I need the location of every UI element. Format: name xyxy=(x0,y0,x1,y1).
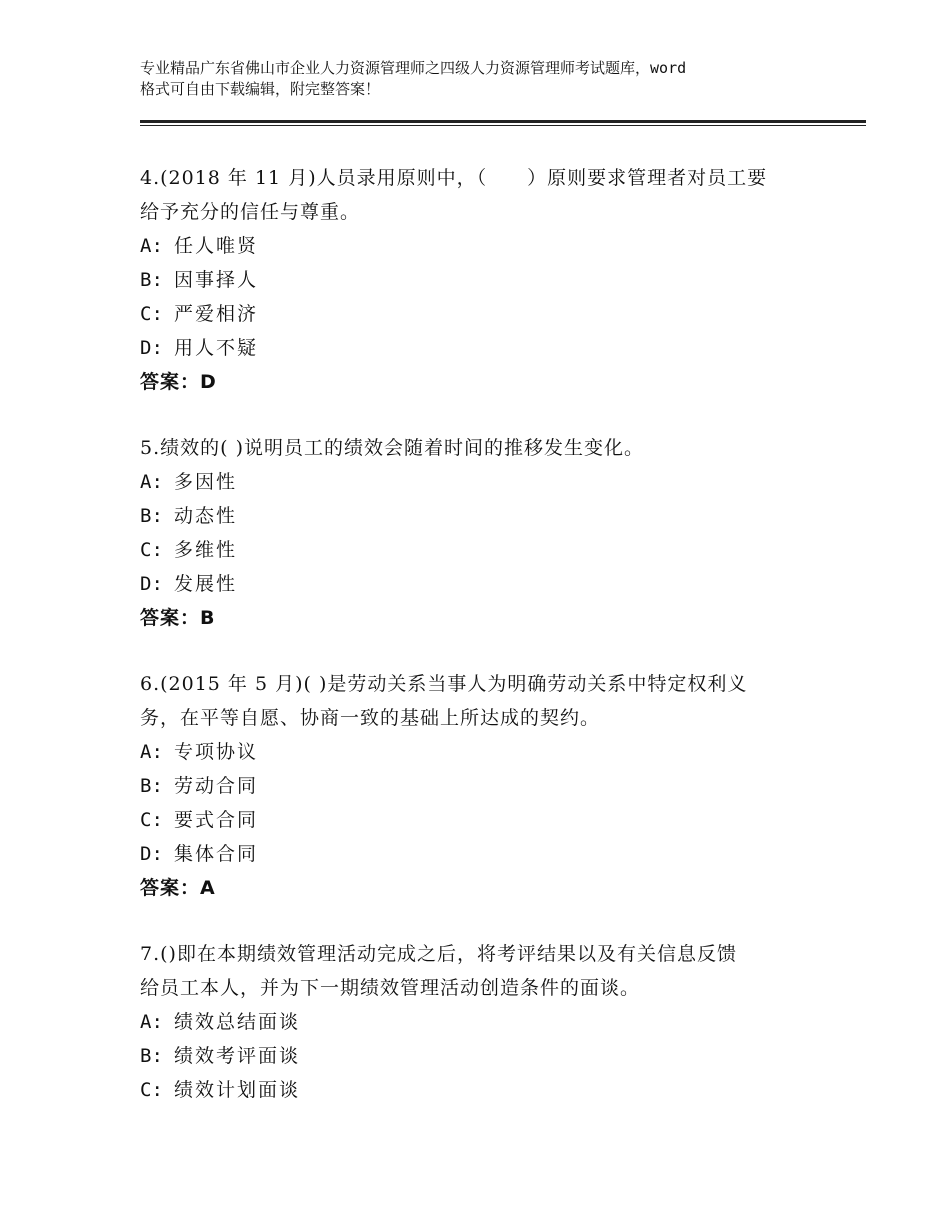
option-text: 集体合同 xyxy=(174,843,259,865)
option-letter: A: xyxy=(140,235,163,257)
option-letter: B: xyxy=(140,775,163,797)
option-text: 要式合同 xyxy=(174,809,259,831)
option-letter: C: xyxy=(140,303,163,325)
option-text: 动态性 xyxy=(174,505,238,527)
option-b xyxy=(140,1039,820,1073)
question-text: 给员工本人，并为下一期绩效管理活动创造条件的面谈。 xyxy=(140,977,641,999)
question-4 xyxy=(140,161,820,399)
option-letter: B: xyxy=(140,1045,163,1067)
question-text: 4.(2018 年 11 月)人员录用原则中，（ ）原则要求管理者对员工要 xyxy=(140,167,768,189)
option-c xyxy=(140,297,820,331)
question-text: 给予充分的信任与尊重。 xyxy=(140,201,361,223)
option-letter: C: xyxy=(140,539,163,561)
option-text: 严爱相济 xyxy=(174,303,259,325)
question-text: 7.()即在本期绩效管理活动完成之后，将考评结果以及有关信息反馈 xyxy=(140,943,737,965)
option-text: 发展性 xyxy=(174,573,238,595)
option-a xyxy=(140,465,820,499)
option-letter: A: xyxy=(140,471,163,493)
option-letter: D: xyxy=(140,337,163,359)
option-letter: C: xyxy=(140,1079,163,1101)
option-text: 劳动合同 xyxy=(174,775,259,797)
option-c xyxy=(140,803,820,837)
answer-line: 答案：B xyxy=(140,607,216,629)
answer-line: 答案：D xyxy=(140,371,217,393)
option-b xyxy=(140,769,820,803)
option-text: 多因性 xyxy=(174,471,238,493)
option-a xyxy=(140,735,820,769)
option-b xyxy=(140,263,820,297)
answer-line: 答案：A xyxy=(140,877,216,899)
question-6 xyxy=(140,667,820,905)
document-header xyxy=(140,58,840,100)
option-text: 用人不疑 xyxy=(174,337,259,359)
header-divider-thick xyxy=(140,120,866,123)
question-list xyxy=(140,161,820,1139)
option-d xyxy=(140,567,820,601)
option-letter: C: xyxy=(140,809,163,831)
option-d xyxy=(140,837,820,871)
option-text: 绩效考评面谈 xyxy=(174,1045,301,1067)
option-letter: A: xyxy=(140,1011,163,1033)
question-text: 5.绩效的( )说明员工的绩效会随着时间的推移发生变化。 xyxy=(140,437,644,459)
question-text: 务，在平等自愿、协商一致的基础上所达成的契约。 xyxy=(140,707,601,729)
question-7 xyxy=(140,937,820,1107)
option-letter: D: xyxy=(140,843,163,865)
header-line-2: 格式可自由下载编辑，附完整答案！ xyxy=(140,80,381,98)
option-d xyxy=(140,331,820,365)
option-text: 绩效计划面谈 xyxy=(174,1079,301,1101)
option-text: 专项协议 xyxy=(174,741,259,763)
option-c xyxy=(140,1073,820,1107)
option-letter: B: xyxy=(140,505,163,527)
option-text: 任人唯贤 xyxy=(174,235,259,257)
option-b xyxy=(140,499,820,533)
question-text: 6.(2015 年 5 月)( )是劳动关系当事人为明确劳动关系中特定权利义 xyxy=(140,673,748,695)
option-letter: B: xyxy=(140,269,163,291)
option-text: 绩效总结面谈 xyxy=(174,1011,301,1033)
option-text: 因事择人 xyxy=(174,269,259,291)
question-5 xyxy=(140,431,820,635)
option-letter: D: xyxy=(140,573,163,595)
option-letter: A: xyxy=(140,741,163,763)
option-text: 多维性 xyxy=(174,539,238,561)
header-line-1: 专业精品广东省佛山市企业人力资源管理师之四级人力资源管理师考试题库，word xyxy=(140,59,687,77)
option-a xyxy=(140,229,820,263)
option-c xyxy=(140,533,820,567)
header-divider-thin xyxy=(140,125,866,126)
option-a xyxy=(140,1005,820,1039)
